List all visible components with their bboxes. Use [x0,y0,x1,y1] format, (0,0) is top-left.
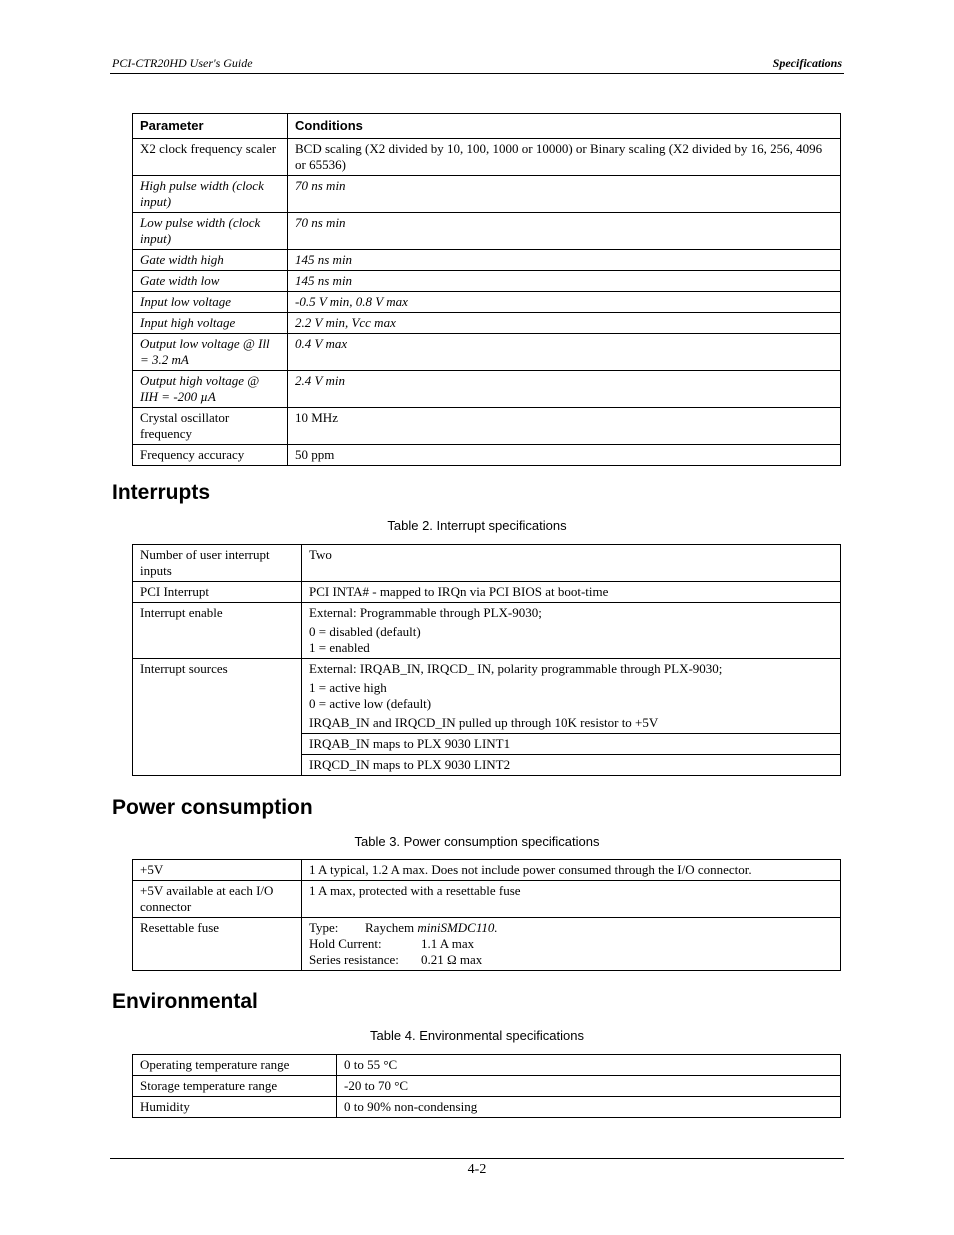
table-row [133,408,841,445]
param-cell: Number of user interrupt inputs [133,545,302,582]
condition-line: 1 = enabled [309,640,370,655]
param-cell: Output high voltage @ IIH = -200 µA [133,371,288,408]
param-cell: Crystal oscillator frequency [133,408,288,445]
fuse-series-line [309,952,833,968]
fuse-hold-value: 1.1 A max [421,936,475,951]
param-cell: PCI Interrupt [133,582,302,603]
header-guide-title: PCI-CTR20HD User's Guide [112,56,253,70]
condition-line: External: Programmable through PLX-9030; [309,605,542,620]
condition-cell: -20 to 70 °C [337,1076,841,1097]
param-cell: X2 clock frequency scaler [133,139,288,176]
condition-line: External: IRQAB_IN, IRQCD_ IN, polarity programmable through PLX-9030; [309,661,723,676]
interrupts-heading: Interrupts [112,481,211,504]
condition-line: 0 = active low (default) [309,696,432,711]
table-row [133,918,841,971]
table-row [133,271,841,292]
condition-cell [302,918,841,971]
param-cell: Input low voltage [133,292,288,313]
table-row [133,313,841,334]
param-cell: Interrupt sources [133,659,302,776]
condition-cell: IRQAB_IN maps to PLX 9030 LINT1 [302,734,841,755]
condition-cell [302,603,841,659]
param-cell: Interrupt enable [133,603,302,659]
fuse-type-line [309,920,833,936]
fuse-vendor: Raychem [365,920,415,935]
footer-rule [110,1158,844,1159]
table-row [133,371,841,408]
fuse-hold-line [309,936,833,952]
param-cell: Output low voltage @ Ill = 3.2 mA [133,334,288,371]
interrupts-table-caption: Table 2. Interrupt specifications [387,518,567,533]
environmental-spec-table [132,1054,841,1118]
condition-cell: 0.4 V max [288,334,841,371]
table-row [133,139,841,176]
condition-cell: 70 ns min [288,176,841,213]
condition-cell: 2.4 V min [288,371,841,408]
param-cell: +5V [133,860,302,881]
param-cell: Storage temperature range [133,1076,337,1097]
condition-line: 0 = disabled (default) [309,624,421,639]
condition-line: 1 = active high [309,680,387,695]
table-row [133,1097,841,1118]
condition-cell: 1 A typical, 1.2 A max. Does not include power consumed through the I/O connector. [302,860,841,881]
param-cell: Low pulse width (clock input) [133,213,288,250]
param-cell: Humidity [133,1097,337,1118]
table-row [133,1076,841,1097]
condition-cell: 70 ns min [288,213,841,250]
column-header-parameter: Parameter [133,114,288,139]
table-row [133,292,841,313]
table-row [133,445,841,466]
fuse-series-label: Series resistance: [309,952,399,967]
table-row [133,213,841,250]
power-spec-table [132,859,841,971]
condition-cell [302,659,841,734]
condition-cell: 145 ns min [288,271,841,292]
table-row [133,881,841,918]
param-cell: +5V available at each I/O connector [133,881,302,918]
param-cell: Resettable fuse [133,918,302,971]
fuse-series-value: 0.21 Ω max [421,952,483,967]
condition-cell: IRQCD_IN maps to PLX 9030 LINT2 [302,755,841,776]
table-row [133,545,841,582]
table-row [133,176,841,213]
condition-cell: 2.2 V min, Vcc max [288,313,841,334]
table-row [133,250,841,271]
column-header-conditions: Conditions [288,114,841,139]
fuse-part-number: miniSMDC110. [417,920,498,935]
environmental-heading: Environmental [112,990,258,1013]
table-row [133,603,841,659]
condition-cell: BCD scaling (X2 divided by 10, 100, 1000 or 10000) or Binary scaling (X2 divided by 16, 256, 4096 or 65536) [288,139,841,176]
table-row [133,860,841,881]
table-row [133,582,841,603]
param-cell: Frequency accuracy [133,445,288,466]
fuse-hold-label: Hold Current: [309,936,382,951]
power-table-caption: Table 3. Power consumption specifications [354,834,600,849]
condition-cell: 10 MHz [288,408,841,445]
param-cell: High pulse width (clock input) [133,176,288,213]
timing-spec-table [132,113,841,466]
table-header-row [133,114,841,139]
table-row [133,1055,841,1076]
condition-cell: PCI INTA# - mapped to IRQn via PCI BIOS at boot-time [302,582,841,603]
condition-cell: 0 to 55 °C [337,1055,841,1076]
power-heading: Power consumption [112,796,313,819]
param-cell: Operating temperature range [133,1055,337,1076]
param-cell: Gate width high [133,250,288,271]
header-rule [110,73,844,74]
page-number: 4-2 [467,1162,487,1177]
condition-line: IRQAB_IN and IRQCD_IN pulled up through 10K resistor to +5V [309,715,659,730]
fuse-type-label: Type: [309,920,339,935]
table-row [133,334,841,371]
condition-cell: 1 A max, protected with a resettable fuse [302,881,841,918]
condition-cell: -0.5 V min, 0.8 V max [288,292,841,313]
param-cell: Input high voltage [133,313,288,334]
header-section-title: Specifications [772,56,842,70]
interrupt-spec-table [132,544,841,776]
table-row [133,659,841,734]
param-cell: Gate width low [133,271,288,292]
environmental-table-caption: Table 4. Environmental specifications [370,1028,584,1043]
condition-cell: Two [302,545,841,582]
condition-cell: 0 to 90% non-condensing [337,1097,841,1118]
condition-cell: 50 ppm [288,445,841,466]
condition-cell: 145 ns min [288,250,841,271]
